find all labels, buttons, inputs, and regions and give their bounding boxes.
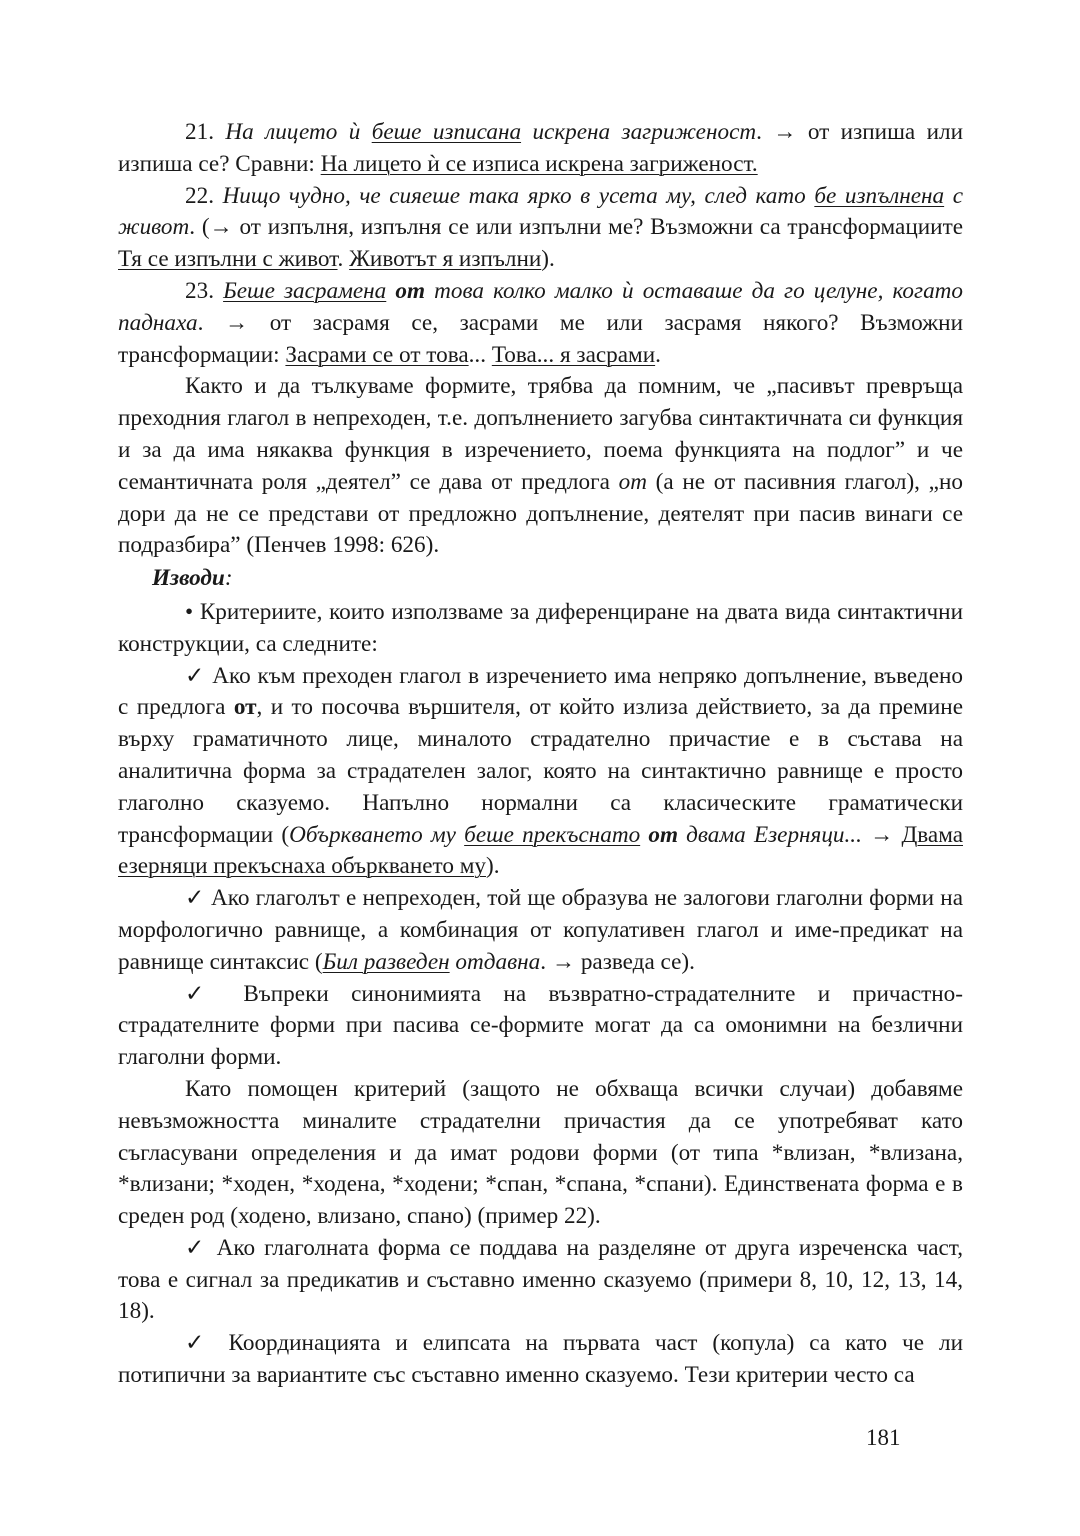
check-item-2: ✓ Ако глаголът е непреходен, той ще образува не залогови глаголни форми на морфологично равнище, а комбинация от копулативен глагол и име-предикат на равнище синтаксис (Бил разведен отдавна. → разведа се).: [118, 885, 963, 975]
criteria-paragraph: • Критериите, които използваме за диференциране на двата вида синтактични конструкции, са следните:: [118, 598, 963, 657]
example-21: 21. На лицето ѝ беше изписана искрена загриженост. → от изпиша или изпиша се? Сравни: На лицето ѝ се изписа искрена загриженост.: [118, 119, 963, 177]
auxiliary-criterion-paragraph: Като помощен критерий (защото не обхваща всички случаи) добавяме невъзможността миналите страдателни причастия да се употребяват като съгласувани определения и да имат родови форми (от типа *влизан, *влизана, *влизани; *ходен, *ходена, *ходени; *спан, *спана, *спани). Единствената форма е в среден род (ходено, влизано, спано) (пример 22).: [118, 1075, 963, 1230]
passive-paragraph: Както и да тълкуваме формите, трябва да помним, че „пасивът превръща преходния глагол в непреходен, т.е. допълнението загубва синтактичната си функция и за да има някаква функция в изречението, поема функцията на подлог” и че семантичната роля „деятел” се дава от предлога от (а не от пасивния глагол), „но дори да не се представи от предложно допълнение, деятелят при пасив винаги се подразбира” (Пенчев 1998: 626).: [118, 373, 963, 559]
check-item-4: ✓ Ако глаголната форма се поддава на разделяне от друга изреченска част, това е сигнал за предикатив и съставно именно сказуемо (примери 8, 10, 12, 13, 14, 18).: [118, 1234, 963, 1325]
page-number: 181: [866, 1425, 901, 1450]
check-item-3: ✓ Въпреки синонимията на възвратно-страдателните и причастно-страдателните форми при пасива се-формите могат да са омонимни на безлични глаголни форми.: [118, 980, 963, 1071]
conclusions-heading: Изводи:: [152, 565, 233, 592]
page-body: [118, 117, 963, 1392]
check-item-5: ✓ Координацията и елипсата на първата част (копула) са като че ли потипични за вариантите със съставно именно сказуемо. Тези критерии често са: [118, 1330, 963, 1389]
check-item-1: ✓ Ако към преходен глагол в изречението има непряко допълнение, въведено с предлога от, и то посочва вършителя, от който излиза действието, за да премине върху граматичното лице, миналото страдателно причастие е в състава на аналитична форма за страдателен залог, която на синтактично равнище е просто глаголно сказуемо. Напълно нормални са класическите граматически трансформации (Объркването му беше прекъснато от двама Езерняци... → Двама езерняци прекъснаха объркването му).: [118, 662, 963, 880]
example-22: 22. Нищо чудно, че сияеше така ярко в усета му, след като бе изпълнена с живот. (→ от изпълня, изпълня се или изпълни ме? Възможни са трансформациите Тя се изпълни с живот. Животът я изпълни).: [118, 182, 964, 273]
example-23: 23. Беше засрамена от това колко малко ѝ оставаше да го целуне, когато паднаха. → от засрамя се, засрами ме или засрамя някого? Възможни трансформации: Засрами се от това... Това... я засрами.: [118, 277, 964, 368]
